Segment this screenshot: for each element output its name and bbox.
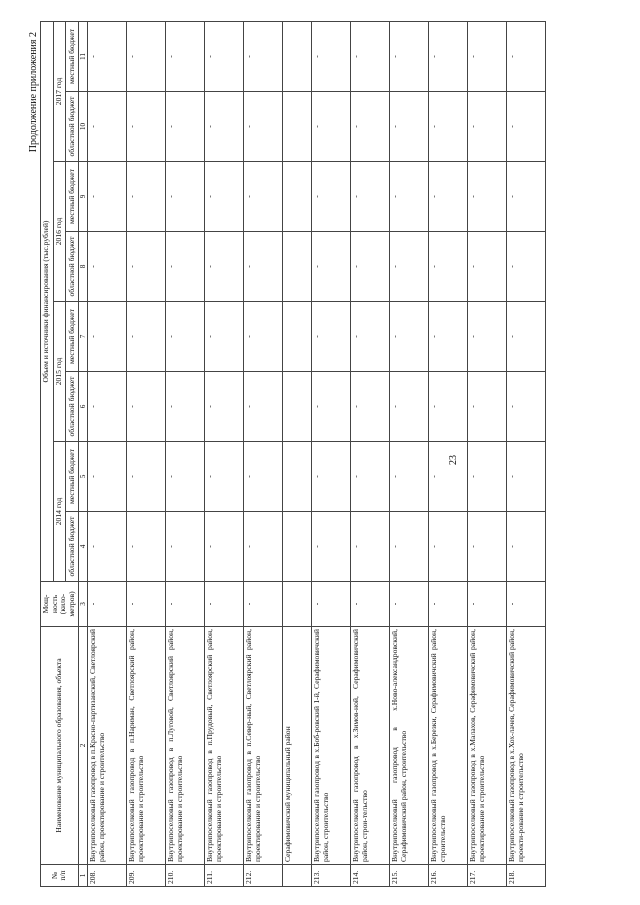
continuation-note: Продолжение приложения 2 [28, 32, 39, 153]
table-row [507, 21, 546, 886]
table-row [166, 21, 205, 886]
empty-cell [283, 372, 312, 442]
funding-table [40, 21, 546, 887]
row-number: 216. [429, 865, 468, 887]
empty-cell [283, 232, 312, 302]
funding-value: - [429, 21, 468, 91]
funding-value: - [507, 442, 546, 512]
object-name: Внутрипоселковый газопровод в п.Прудовый, Светлоярский район, проектирование и строительство [205, 627, 244, 865]
capacity-value: - [429, 582, 468, 627]
funding-value: - [507, 21, 546, 91]
funding-value: - [127, 302, 166, 372]
object-name: Внутрипоселковый газопровод в х.Боб-ровский 1-й, Серафимовичский район, строительство [312, 627, 351, 865]
funding-value: - [88, 232, 127, 302]
funding-value: - [244, 21, 283, 91]
row-number: 217. [468, 865, 507, 887]
funding-value: - [507, 92, 546, 162]
column-index: 10 [78, 92, 87, 162]
funding-value: - [127, 21, 166, 91]
header-regional-budget: областной бюджет [66, 92, 79, 162]
funding-value: - [244, 512, 283, 582]
funding-value: - [468, 162, 507, 232]
funding-value: - [205, 21, 244, 91]
empty-cell [283, 582, 312, 627]
funding-value: - [390, 512, 429, 582]
header-year-2017: 2017 год [53, 21, 66, 161]
empty-cell [283, 21, 312, 91]
column-index-row [78, 21, 87, 886]
header-local-budget: местный бюджет [66, 302, 79, 372]
funding-value: - [312, 162, 351, 232]
funding-value: - [390, 302, 429, 372]
funding-value: - [88, 302, 127, 372]
object-name: Внутрипоселковый газопровод в п.Красно-партизанский, Светлоярский район, проектирование и строительство [88, 627, 127, 865]
row-number: 210. [166, 865, 205, 887]
capacity-value: - [127, 582, 166, 627]
funding-value: - [312, 442, 351, 512]
capacity-value: - [205, 582, 244, 627]
section-num-cell [283, 865, 312, 887]
table-row [127, 21, 166, 886]
object-name: Внутрипоселковый газопровод в п.Нариман, Светлоярский район, проектирование и строительство [127, 627, 166, 865]
header-local-budget: местный бюджет [66, 21, 79, 91]
funding-value: - [88, 21, 127, 91]
column-index: 5 [78, 442, 87, 512]
funding-value: - [390, 92, 429, 162]
funding-value: - [390, 162, 429, 232]
funding-value: - [351, 512, 390, 582]
funding-value: - [166, 372, 205, 442]
row-number: 215. [390, 865, 429, 887]
funding-value: - [244, 372, 283, 442]
object-name: Внутрипоселковый газопровод в х.Хох-лачев, Серафимовичский район, проекти-рование и строительство [507, 627, 546, 865]
funding-value: - [468, 92, 507, 162]
funding-value: - [429, 92, 468, 162]
funding-value: - [507, 302, 546, 372]
funding-value: - [127, 232, 166, 302]
funding-value: - [166, 21, 205, 91]
table-row [429, 21, 468, 886]
funding-value: - [244, 92, 283, 162]
funding-value: - [312, 21, 351, 91]
capacity-value: - [351, 582, 390, 627]
column-index: 2 [78, 627, 87, 865]
column-index: 3 [78, 582, 87, 627]
empty-cell [283, 162, 312, 232]
header-name: Наименование муниципального образования, объекта [41, 627, 79, 865]
funding-value: - [88, 512, 127, 582]
funding-value: - [205, 302, 244, 372]
funding-value: - [351, 442, 390, 512]
table-row [205, 21, 244, 886]
funding-value: - [205, 162, 244, 232]
funding-value: - [312, 232, 351, 302]
funding-value: - [312, 302, 351, 372]
funding-value: - [88, 442, 127, 512]
capacity-value: - [390, 582, 429, 627]
funding-value: - [205, 512, 244, 582]
section-row [283, 21, 312, 886]
funding-value: - [390, 442, 429, 512]
funding-value: - [166, 512, 205, 582]
funding-value: - [429, 302, 468, 372]
object-name: Внутрипоселковый газопровод в х.Зимов-ной, Серафимовичский район, строи-тельство [351, 627, 390, 865]
table-row [244, 21, 283, 886]
object-name: Внутрипоселковый газопровод в х.Ново-александровский, Серафимовичский район, строительство [390, 627, 429, 865]
funding-value: - [244, 232, 283, 302]
funding-value: - [507, 372, 546, 442]
header-year-2015: 2015 год [53, 302, 66, 442]
row-number: 214. [351, 865, 390, 887]
header-year-2016: 2016 год [53, 162, 66, 302]
funding-value: - [468, 302, 507, 372]
funding-value: - [244, 162, 283, 232]
header-local-budget: местный бюджет [66, 162, 79, 232]
table-row [351, 21, 390, 886]
funding-value: - [351, 92, 390, 162]
funding-value: - [351, 162, 390, 232]
funding-value: - [507, 512, 546, 582]
empty-cell [283, 302, 312, 372]
capacity-value: - [312, 582, 351, 627]
header-regional-budget: областной бюджет [66, 232, 79, 302]
header-local-budget: местный бюджет [66, 442, 79, 512]
row-number: 213. [312, 865, 351, 887]
object-name: Внутрипоселковый газопровод в п.Луговой, Светлоярский район, проектирование и строительство [166, 627, 205, 865]
column-index: 9 [78, 162, 87, 232]
funding-value: - [88, 372, 127, 442]
funding-value: - [468, 232, 507, 302]
header-regional-budget: областной бюджет [66, 512, 79, 582]
object-name: Внутрипоселковый газопровод в п.Север-ный, Светлоярский район, проектирование и строительство [244, 627, 283, 865]
funding-value: - [205, 372, 244, 442]
header-year-2014: 2014 год [53, 442, 66, 582]
column-index: 7 [78, 302, 87, 372]
funding-value: - [429, 372, 468, 442]
funding-value: - [88, 92, 127, 162]
funding-value: - [468, 512, 507, 582]
funding-value: - [468, 372, 507, 442]
funding-value: - [312, 372, 351, 442]
funding-value: - [312, 512, 351, 582]
empty-cell [283, 92, 312, 162]
funding-value: - [507, 162, 546, 232]
section-title: Серафимовичский муниципальный район [283, 627, 312, 865]
funding-value: - [166, 302, 205, 372]
table-body [88, 21, 546, 886]
empty-cell [283, 442, 312, 512]
funding-value: - [127, 92, 166, 162]
header-capacity: Мощ- ность (кило- метров) [41, 582, 79, 627]
funding-value: - [244, 302, 283, 372]
capacity-value: - [244, 582, 283, 627]
funding-value: - [127, 442, 166, 512]
table-row [312, 21, 351, 886]
funding-value: - [429, 512, 468, 582]
funding-value: - [166, 232, 205, 302]
funding-value: - [166, 92, 205, 162]
object-name: Внутрипоселковый газопровод в х.Малахов, Серафимовичский район, проектирование и строительство [468, 627, 507, 865]
funding-value: - [429, 162, 468, 232]
row-number: 212. [244, 865, 283, 887]
table-row [468, 21, 507, 886]
funding-value: - [127, 372, 166, 442]
funding-value: - [351, 302, 390, 372]
funding-value: - [351, 232, 390, 302]
funding-value: - [468, 21, 507, 91]
capacity-value: - [88, 582, 127, 627]
funding-value: - [205, 92, 244, 162]
funding-value: - [166, 442, 205, 512]
header-num: № п/п [41, 865, 79, 887]
page-number: 23 [448, 455, 459, 465]
empty-cell [283, 512, 312, 582]
column-index: 8 [78, 232, 87, 302]
capacity-value: - [507, 582, 546, 627]
funding-value: - [205, 442, 244, 512]
funding-value: - [127, 512, 166, 582]
column-index: 1 [78, 865, 87, 887]
column-index: 6 [78, 372, 87, 442]
column-index: 11 [78, 21, 87, 91]
row-number: 211. [205, 865, 244, 887]
column-index: 4 [78, 512, 87, 582]
header-funding: Объем и источники финансирования (тыс.рублей) [41, 21, 54, 581]
row-number: 209. [127, 865, 166, 887]
funding-value: - [429, 442, 468, 512]
capacity-value: - [166, 582, 205, 627]
row-number: 218. [507, 865, 546, 887]
funding-table-wrap [40, 22, 546, 887]
table-row [88, 21, 127, 886]
funding-value: - [390, 372, 429, 442]
funding-value: - [88, 162, 127, 232]
row-number: 208. [88, 865, 127, 887]
funding-value: - [390, 21, 429, 91]
capacity-value: - [468, 582, 507, 627]
funding-value: - [351, 372, 390, 442]
funding-value: - [390, 232, 429, 302]
funding-value: - [312, 92, 351, 162]
funding-value: - [468, 442, 507, 512]
funding-value: - [205, 232, 244, 302]
funding-value: - [166, 162, 205, 232]
object-name: Внутрипоселковый газопровод в х.Березки, Серафимовичский район, строительство [429, 627, 468, 865]
funding-value: - [244, 442, 283, 512]
funding-value: - [507, 232, 546, 302]
funding-value: - [429, 232, 468, 302]
funding-value: - [351, 21, 390, 91]
header-regional-budget: областной бюджет [66, 372, 79, 442]
table-row [390, 21, 429, 886]
funding-value: - [127, 162, 166, 232]
